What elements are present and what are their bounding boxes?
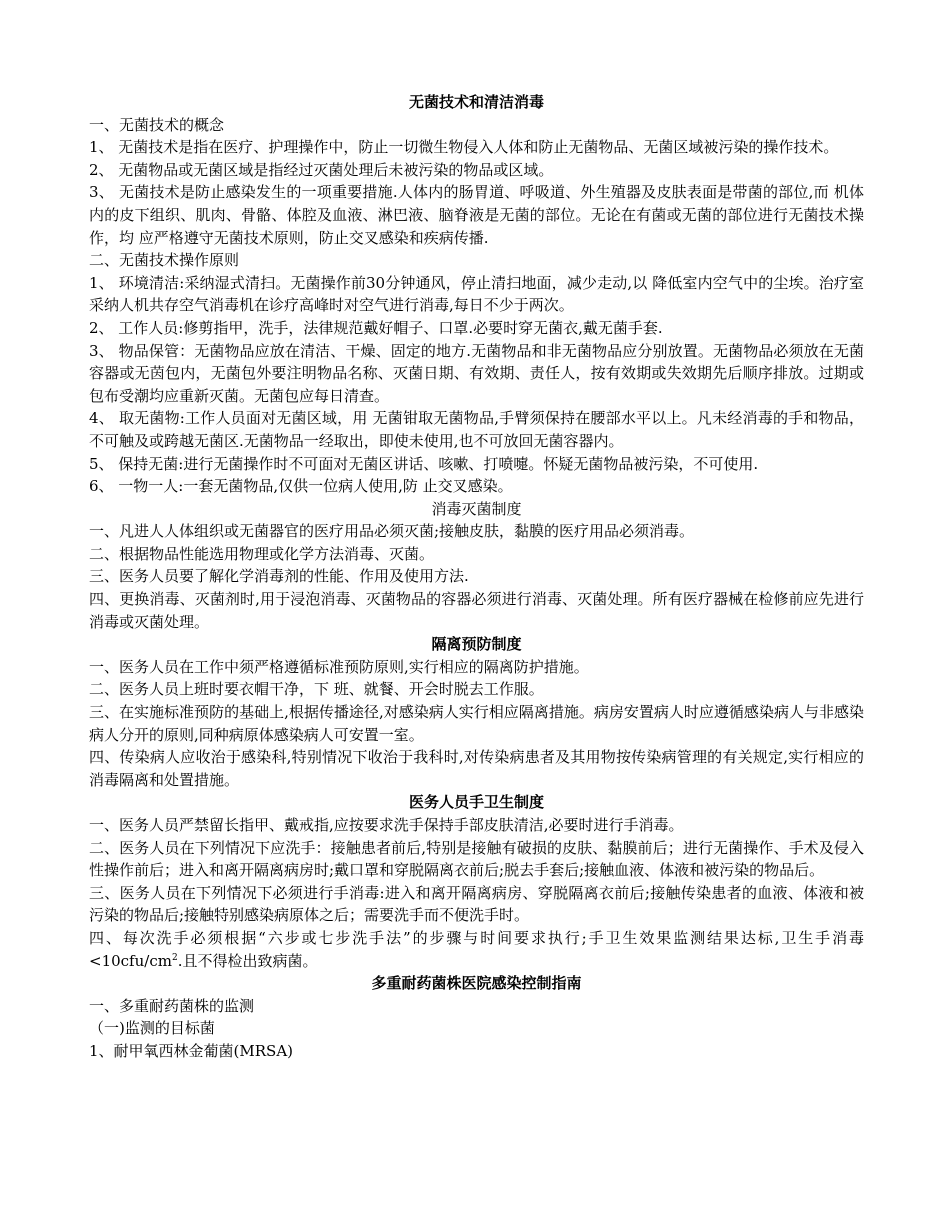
paragraph: 3、 无菌技术是防止感染发生的一项重要措施.人体内的肠胃道、呼吸道、外生殖器及皮肤表面是带菌的部位,而 机体内的皮下组织、肌肉、骨骼、体腔及血液、淋巴液、脑脊液是无菌的部位。无论在有菌或无菌的部位进行无菌技术操作，均 应严格遵守无菌技术原则，防止交叉感染和疾病传播. [89,183,864,247]
paragraph: 1、 环境清洁:采纳湿式清扫。无菌操作前30分钟通风，停止清扫地面，减少走动,以 降低室内空气中的尘埃。治疗室采纳人机共存空气消毒机在诊疗高峰时对空气进行消毒,每日不少于两次。 [89,273,864,315]
title-disinfection-system: 消毒灭菌制度 [431,499,522,518]
title-isolation-system: 隔离预防制度 [431,635,522,654]
paragraph: 二、根据物品性能选用物理或化学方法消毒、灭菌。 [89,544,435,563]
paragraph: 四、传染病人应收治于感染科,特别情况下收治于我科时,对传染病患者及其用物按传染病管理的有关规定,实行相应的消毒隔离和处置措施。 [89,748,864,789]
paragraph: 三、医务人员在下列情况下必须进行手消毒:进入和离开隔离病房、穿脱隔离衣前后;接触传染患者的血液、体液和被污染的物品后;接触特别感染病原体之后；需要洗手而不便洗手时。 [89,883,864,925]
section-heading: 二、无菌技术操作原则 [89,251,240,270]
paragraph: 二、医务人员上班时要衣帽干净，下 班、就餐、开会时脱去工作服。 [89,680,544,699]
paragraph: 6、 一物一人:一套无菌物品,仅供一位病人使用,防 止交叉感染。 [89,477,513,496]
paragraph: 三、医务人员要了解化学消毒剂的性能、作用及使用方法. [89,567,469,586]
paragraph: 2、 无菌物品或无菌区域是指经过灭菌处理后未被污染的物品或区域。 [89,160,554,179]
paragraph: 5、 保持无菌:进行无菌操作时不可面对无菌区讲话、咳嗽、打喷嚏。怀疑无菌物品被污染，不可使用. [89,454,759,473]
paragraph: 3、 物品保管：无菌物品应放在清洁、干燥、固定的地方.无菌物品和非无菌物品应分别放置。无菌物品必须放在无菌容器或无茵包内，无菌包外要注明物品名称、灭菌日期、有效期、责任人，按有效期或失效期先后顺序排放。过期或包布受潮均应重新灭菌。无菌包应每日清查。 [89,341,864,405]
paragraph: 1、 无菌技术是指在医疗、护理操作中，防止一切微生物侵入人体和防止无菌物品、无菌区域被污染的操作技术。 [89,138,839,157]
paragraph-text: 四、每次洗手必须根据“六步或七步洗手法”的步骤与时间要求执行;手卫生效果监测结果达标,卫生手消毒<10cfu/cm [89,928,864,970]
paragraph: 一、凡进人人体组织或无菌器官的医疗用品必须灭菌;接触皮肤，黏膜的医疗用品必须消毒。 [89,522,695,541]
title-hand-hygiene: 医务人员手卫生制度 [408,793,544,812]
section-heading: 一、无菌技术的概念 [89,115,225,134]
paragraph: 四、更换消毒、灭菌剂时,用于浸泡消毒、灭菌物品的容器必须进行消毒、灭菌处理。所有医疗器械在检修前应先进行消毒或灭菌处理。 [89,590,864,631]
paragraph: 1、耐甲氧西林金葡菌(MRSA) [89,1041,294,1060]
paragraph: 一、医务人员严禁留长指甲、戴戒指,应按要求洗手保持手部皮肤清洁,必要时进行手消毒。 [89,816,684,834]
sub-heading: （一)监测的目标菌 [89,1019,215,1038]
paragraph: 三、在实施标准预防的基础上,根据传播途径,对感染病人实行相应隔离措施。病房安置病人时应遵循感染病人与非感染病人分开的原则,同种病原体感染病人可安置一室。 [89,703,864,744]
section-heading: 一、多重耐药菌株的监测 [89,996,255,1015]
paragraph: 2、 工作人员:修剪指甲，洗手，法律规范戴好帽子、口罩.必要时穿无菌衣,戴无菌手套. [89,318,663,337]
paragraph: 二、医务人员在下列情况下应洗手：接触患者前后,特别是接触有破损的皮肤、黏膜前后；进行无菌操作、手术及侵入性操作前后；进入和离开隔离病房时;戴口罩和穿脱隔离衣前后;脱去手套后;接触血液、体液和被污染的物品后。 [89,838,864,880]
title-aseptic-technique: 无菌技术和清洁消毒 [408,93,544,111]
paragraph-text: .且不得检出致病菌。 [177,951,318,970]
paragraph [89,927,864,972]
superscript: 2 [171,952,178,963]
paragraph: 4、 取无菌物:工作人员面对无菌区域，用 无菌钳取无菌物品,手臂须保持在腰部水平以上。凡未经消毒的手和物品，不可触及或跨越无菌区.无菌物品一经取出，即使未使用,也不可放回无菌容器内。 [89,409,864,450]
paragraph: 一、医务人员在工作中须严格遵循标准预防原则,实行相应的隔离防护措施。 [89,657,589,676]
document-body [89,91,864,1063]
title-mdro-guideline: 多重耐药菌株医院感染控制指南 [371,974,582,993]
